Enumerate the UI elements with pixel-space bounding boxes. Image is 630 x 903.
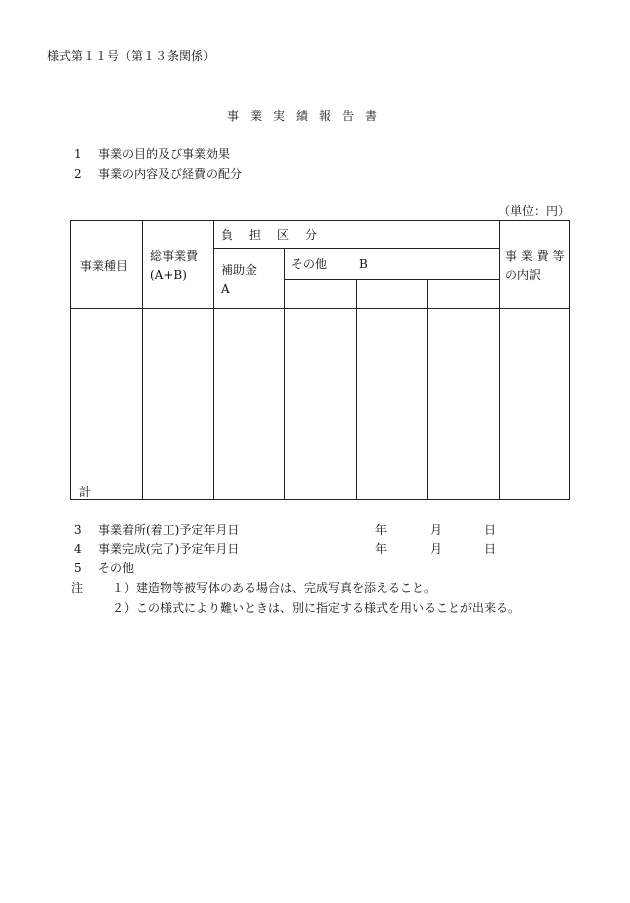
table-divider	[284, 249, 285, 500]
item-5-text: その他	[98, 561, 135, 575]
table-divider	[142, 221, 143, 500]
table-divider	[213, 248, 499, 249]
note-1: １）建造物等被写体のある場合は、完成写真を添えること。	[112, 581, 437, 595]
item-5-number: 5	[74, 561, 82, 575]
item-4-year: 年	[375, 542, 388, 556]
table-divider	[356, 280, 357, 500]
unit-label: （単位：円）	[498, 204, 571, 218]
table-divider	[427, 280, 428, 500]
item-2-text: 事業の内容及び経費の配分	[98, 167, 243, 181]
header-breakdown-2: の内訳	[505, 268, 542, 282]
table-divider	[71, 308, 569, 309]
item-3-number: 3	[74, 523, 82, 537]
expense-table	[70, 220, 570, 500]
item-1-text: 事業の目的及び事業効果	[98, 147, 231, 161]
header-subsidy-a: A	[221, 282, 230, 296]
table-divider	[284, 279, 499, 280]
item-4-text: 事業完成(完了)予定年月日	[98, 542, 240, 556]
item-4-month: 月	[430, 542, 443, 556]
item-3-day: 日	[484, 523, 497, 537]
header-jigyo-type: 事業種目	[80, 259, 129, 273]
table-divider	[499, 221, 500, 500]
form-number: 様式第１１号（第１３条関係）	[47, 49, 216, 63]
header-other: その他	[291, 257, 328, 271]
note-2: ２）この様式により難いときは、別に指定する様式を用いることが出来る。	[112, 601, 521, 615]
item-1-number: 1	[74, 147, 82, 161]
notes-label: 注	[71, 581, 84, 595]
total-row-label: 計	[79, 485, 92, 499]
header-other-b: B	[359, 257, 368, 271]
header-breakdown: 事 業 費 等	[505, 249, 565, 263]
header-burden-division: 負 担 区 分	[221, 228, 320, 242]
header-total-cost: 総事業費	[150, 249, 199, 263]
item-3-text: 事業着所(着工)予定年月日	[98, 523, 240, 537]
table-divider	[213, 221, 214, 500]
item-2-number: 2	[74, 167, 82, 181]
item-4-number: 4	[74, 542, 82, 556]
item-3-month: 月	[430, 523, 443, 537]
header-total-formula: (A+B)	[150, 268, 187, 282]
item-3-year: 年	[375, 523, 388, 537]
header-subsidy: 補助金	[221, 263, 258, 277]
page-title: 事業実績報告書	[227, 109, 389, 123]
item-4-day: 日	[484, 542, 497, 556]
